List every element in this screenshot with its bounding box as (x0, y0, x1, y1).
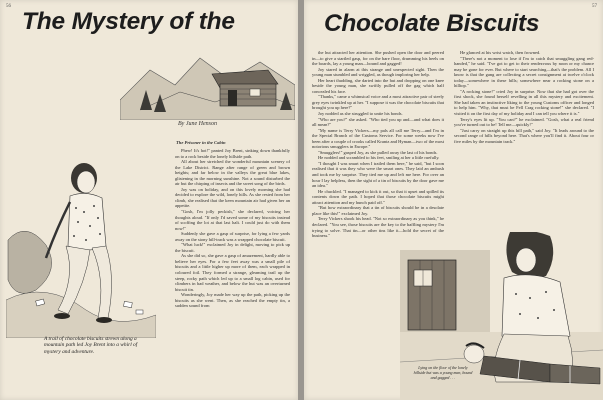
story-paragraph: Suddenly she gave a gasp of surprise, for lying a few yards away on the stony hill-track was a wrapped chocolate biscuit. (175, 231, 290, 242)
story-paragraph: "But how extraordinary that a tin of biscuits should be in a desolate place like this!" exclaimed Joy. (312, 205, 444, 216)
story-paragraph: Terry's eyes lit up. "You can?" he exclaimed. "Gosh, what a real friend you've turned out to be! Tell me—quickly!" (454, 116, 594, 128)
story-paragraph: Joy nodded as she struggled to untie his bonds. (318, 111, 403, 117)
story-paragraph: Joy stared in alarm at this strange and unexpected sight. Then the young man stumbled and wriggled, as though imploring her help. (312, 66, 444, 78)
mountain-cabin-illustration (120, 40, 295, 120)
story-paragraph: the hut attracted her attention. She pushed open the door and peered in—to give a startled gasp, for on the bare floor, drumming his heels on the boards, lay a young man—bound and gagged! (312, 50, 444, 67)
story-paragraph: "A rocking stone!" cried Joy in surprise. Now that she had got over the first shock, she found herself revelling in all this mystery and excitement. She had taken an instinctive liking to the young Customs officer and longed to help him. "Why, that must be Fell Crag rocking stone!" she declared. "I visited it on the first day of my holiday and I can tell you where it is." (454, 88, 594, 117)
byline: By June Henson (178, 121, 217, 127)
story-paragraph: "There's not a moment to lose if I'm to catch that smuggling gang red-handed," he said. "I've got to get to their rendezvous by noon or my chance may be gone for ever. But where to start searching—that's the problem. All I know is that the gang are collecting a secret consignment at twelve o'clock today—somewhere in these hills; somewhere near a rocking stone on a hilltop." (454, 55, 594, 89)
story-paragraph: "Just carry on straight up this hill path," said Joy. "It leads around to the second range of hills beyond here. That's where you'll find it. About four or five miles by the mountain track." (454, 127, 594, 144)
story-paragraph: "Smugglers!" gasped Joy, as she pulled away the last of his bonds. (318, 149, 438, 155)
left-page (0, 0, 298, 400)
left-story-column (175, 148, 290, 392)
story-paragraph: All about her stretched the wonderful mountain scenery of the Lake District. Range after range of green and brown heights; and far below in the valleys the great blue lakes, glistening in the morning sunshine. Not a sound disturbed the air but the chirping of insects and the sweet song of the birds. (175, 159, 290, 187)
girl-on-path-illustration (6, 150, 156, 338)
page-number-right: 57 (592, 4, 597, 9)
illustration-caption-left: A trail of chocolate biscuits strewn along a mountain path led Joy Brent into a whirl of mystery and adventure. (44, 336, 138, 355)
story-paragraph: He chuckled. "I managed to kick it out, so that it upset and spilled its contents down the path. I hoped that those chocolate biscuits might attract attention and my hunch paid off." (312, 188, 444, 205)
illustration-caption-right: Lying on the floor of the lonely hillside hut was a young man, bound and gagged . . . (413, 365, 473, 380)
story-paragraph: "I thought I was smart when I trailed them here," he said, "but I soon realised that it was they who were the smart ones. They laid an ambush and took me by surprise. They tied me up and left me here. For over an hour I lay helpless, then the sight of a tin of biscuits by the door gave me an idea." (312, 160, 444, 189)
window-icon (414, 270, 432, 286)
section-subheading: The Prisoner in the Cabin (176, 140, 226, 145)
story-paragraph: Joy was on holiday, and on this lovely morning she had decided to explore the wild, lonely hills. As she rested from her climb, she realised that the keen mountain air had given her an appetite. (175, 186, 290, 209)
story-paragraph: He nodded and scrambled to his feet, smiling at her a little ruefully. (318, 155, 440, 161)
story-title-left: The Mystery of the (22, 8, 235, 35)
story-paragraph: "Gosh, I'm jolly peckish," she declared, voicing her thoughts aloud. "If only I'd saved some of my biscuits instead of scoffing the lot at that last halt. I could just do with them now!" (175, 209, 290, 231)
story-paragraph: Terry Vickers shook his head. "Not so extraordinary as you think," he declared. "You see, those biscuits are the key to the baffling mystery I'm trying to solve. That tin—or other tins like it—hold the secret of the business." (312, 216, 444, 239)
story-paragraph: "What luck!" exclaimed Joy in delight, moving to pick up the biscuit. (175, 242, 290, 253)
story-title-right: Chocolate Biscuits (324, 10, 540, 37)
story-paragraph: "Who are you?" she asked. "Who tied you up and—and what does it all mean?" (312, 116, 444, 128)
story-paragraph: "Thanks," came a whimsical voice and a most attractive pair of steely grey eyes twinkled up at her. "I suppose it was the chocolate biscuits that brought you up here?" (312, 94, 444, 111)
story-paragraph: Wonderingly, Joy made her way up the path, picking up the biscuits as she went. Then, as she reached the empty tin, a sudden sound from (175, 292, 290, 309)
story-paragraph: Phew! It's hot!" panted Joy Brent, sinking down thankfully on to a rock beside the lonely hillside path. (175, 148, 290, 159)
right-page (304, 0, 603, 400)
story-paragraph: "My name is Terry Vickers—my pals all call me Terry—and I'm in the Special Branch of the Customs Service. For some weeks now I've been after a couple of crooks called Krantz and Hyman—two of the most notorious smugglers in Europe." (312, 127, 444, 150)
story-paragraph: Her heart thudding, she darted into the hut and dropping on one knee beside the young man, she swiftly pulled off the gag which half concealed his face. (312, 77, 444, 94)
story-paragraph: As she did so, she gave a gasp of amazement, hardly able to believe her eyes. For a few feet away was a small pile of biscuits and a little higher up more of them, each wrapped in coloured foil. They formed a strange, gleaming trail up the steep, rocky path which led up to a small log cabin, used for climbers in bad weather, and below the hut was an overturned biscuit tin. (175, 253, 290, 292)
page-number-left: 56 (6, 4, 11, 9)
story-paragraph: He glanced at his wrist watch, then frowned. (460, 50, 541, 55)
log-cabin-icon (212, 70, 278, 106)
right-story-column-2 (454, 50, 594, 228)
